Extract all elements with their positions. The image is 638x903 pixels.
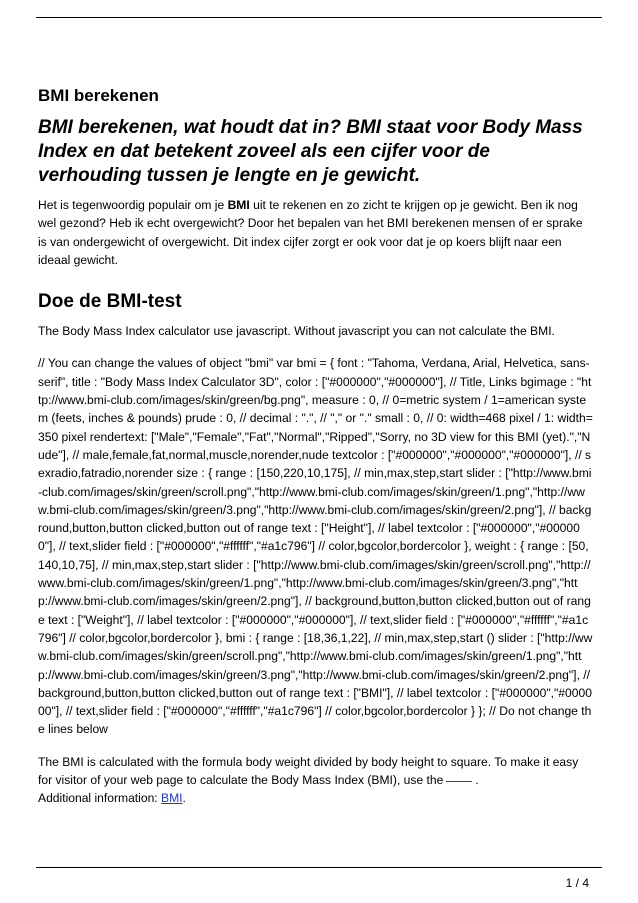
bmi-info-link[interactable]: BMI (161, 791, 183, 806)
bmi-calculator-link[interactable] (446, 775, 472, 782)
page-content (38, 85, 594, 808)
intro-prefix: Het is tegenwoordig populair om je (38, 198, 228, 212)
header-rule (36, 17, 602, 18)
intro-paragraph (38, 196, 594, 269)
closing-prefix: The BMI is calculated with the formula body weight divided by body height to square. To make it easy for visitor of your web page to calculate the Body Mass Index (BMI), use the (38, 754, 579, 788)
intro-bold-bmi: BMI (227, 198, 250, 212)
closing-period: . (475, 773, 479, 788)
section-heading: Doe de BMI-test (38, 291, 182, 313)
additional-suffix: . (182, 791, 186, 806)
lead-paragraph: BMI berekenen, wat houdt dat in? BMI staat voor Body Mass Index en dat betekent zoveel als een cijfer voor de verhouding tussen je lengte en je gewicht. (38, 117, 583, 186)
document-title: BMI berekenen (38, 86, 159, 105)
bmi-config-code: // You can change the values of object "bmi" var bmi = { font : "Tahoma, Verdana, Arial, Helvetica, sans-serif", title : "Body Mass Index Calculator 3D", color : ["#000000","#000000"], // Title, Links bgimage : "http://www.bmi-club.com/images/skin/green/bg.png", measure : 0, // 0=metric system / 1=american system (feets, inches & pounds) prude : 0, // decimal : ".", // "," or "." small : 0, // 0: width=468 pixel / 1: width=350 pixel rendertext: ["Male","Female","Fat","Normal","Ripped","Sorry, no 3D view for this BMI (yet).","Nude"], // male,female,fat,normal,muscle,norender,nude textcolor : ["#000000","#000000","#000000"], // sexradio,fatradio,norender size : { range : [150,220,10,175], // min,max,step,start slider : ["http://www.bmi-club.com/images/skin/green/scroll.png","http://www.bmi-club.com/images/skin/green/1.png","http://www.bmi-club.com/images/skin/green/3.png","http://www.bmi-club.com/images/skin/green/2.png"], // background,button,button clicked,button out of range text : ["Height"], // label textcolor : ["#000000","#000000"], // text,slider field : ["#000000","#ffffff","#a1c796"] // color,bgcolor,bordercolor }, weight : { range : [50,140,10,75], // min,max,step,start slider : ["http://www.bmi-club.com/images/skin/green/scroll.png","http://www.bmi-club.com/images/skin/green/1.png","http://www.bmi-club.com/images/skin/green/3.png","http://www.bmi-club.com/images/skin/green/2.png"], // background,button,button clicked,button out of range text : ["Weight"], // label textcolor : ["#000000","#000000"], // text,slider field : ["#000000","#ffffff","#a1c796"] // color,bgcolor,bordercolor }, bmi : { range : [18,36,1,22], // min,max,step,start () slider : ["http://www.bmi-club.com/images/skin/green/scroll.png","http://www.bmi-club.com/images/skin/green/1.png","http://www.bmi-club.com/images/skin/green/3.png","http://www.bmi-club.com/images/skin/green/2.png"], // background,button,button clicked,button out of range text : ["BMI"], // label textcolor : ["#000000","#000000"], // text,slider field : ["#000000","#ffffff","#a1c796"] // color,bgcolor,bordercolor } }; // Do not change the lines below (38, 356, 593, 737)
intro-suffix: uit te rekenen en zo zicht te krijgen op je gewicht. Ben ik nog wel gezond? Heb ik echt overgewicht? Door het bepalen van het BMI berekenen mensen of er sprake is van ondergewicht of overgewicht. Dit index cijfer zorgt er ook voor dat je op koers blijft naar een ideaal gewicht. (38, 198, 583, 267)
page-number: 1 / 4 (565, 876, 589, 890)
additional-prefix: Additional information: (38, 791, 162, 806)
footer-rule (36, 867, 602, 868)
javascript-notice: The Body Mass Index calculator use javascript. Without javascript you can not calculate the BMI. (38, 324, 555, 339)
closing-paragraph (38, 753, 594, 808)
